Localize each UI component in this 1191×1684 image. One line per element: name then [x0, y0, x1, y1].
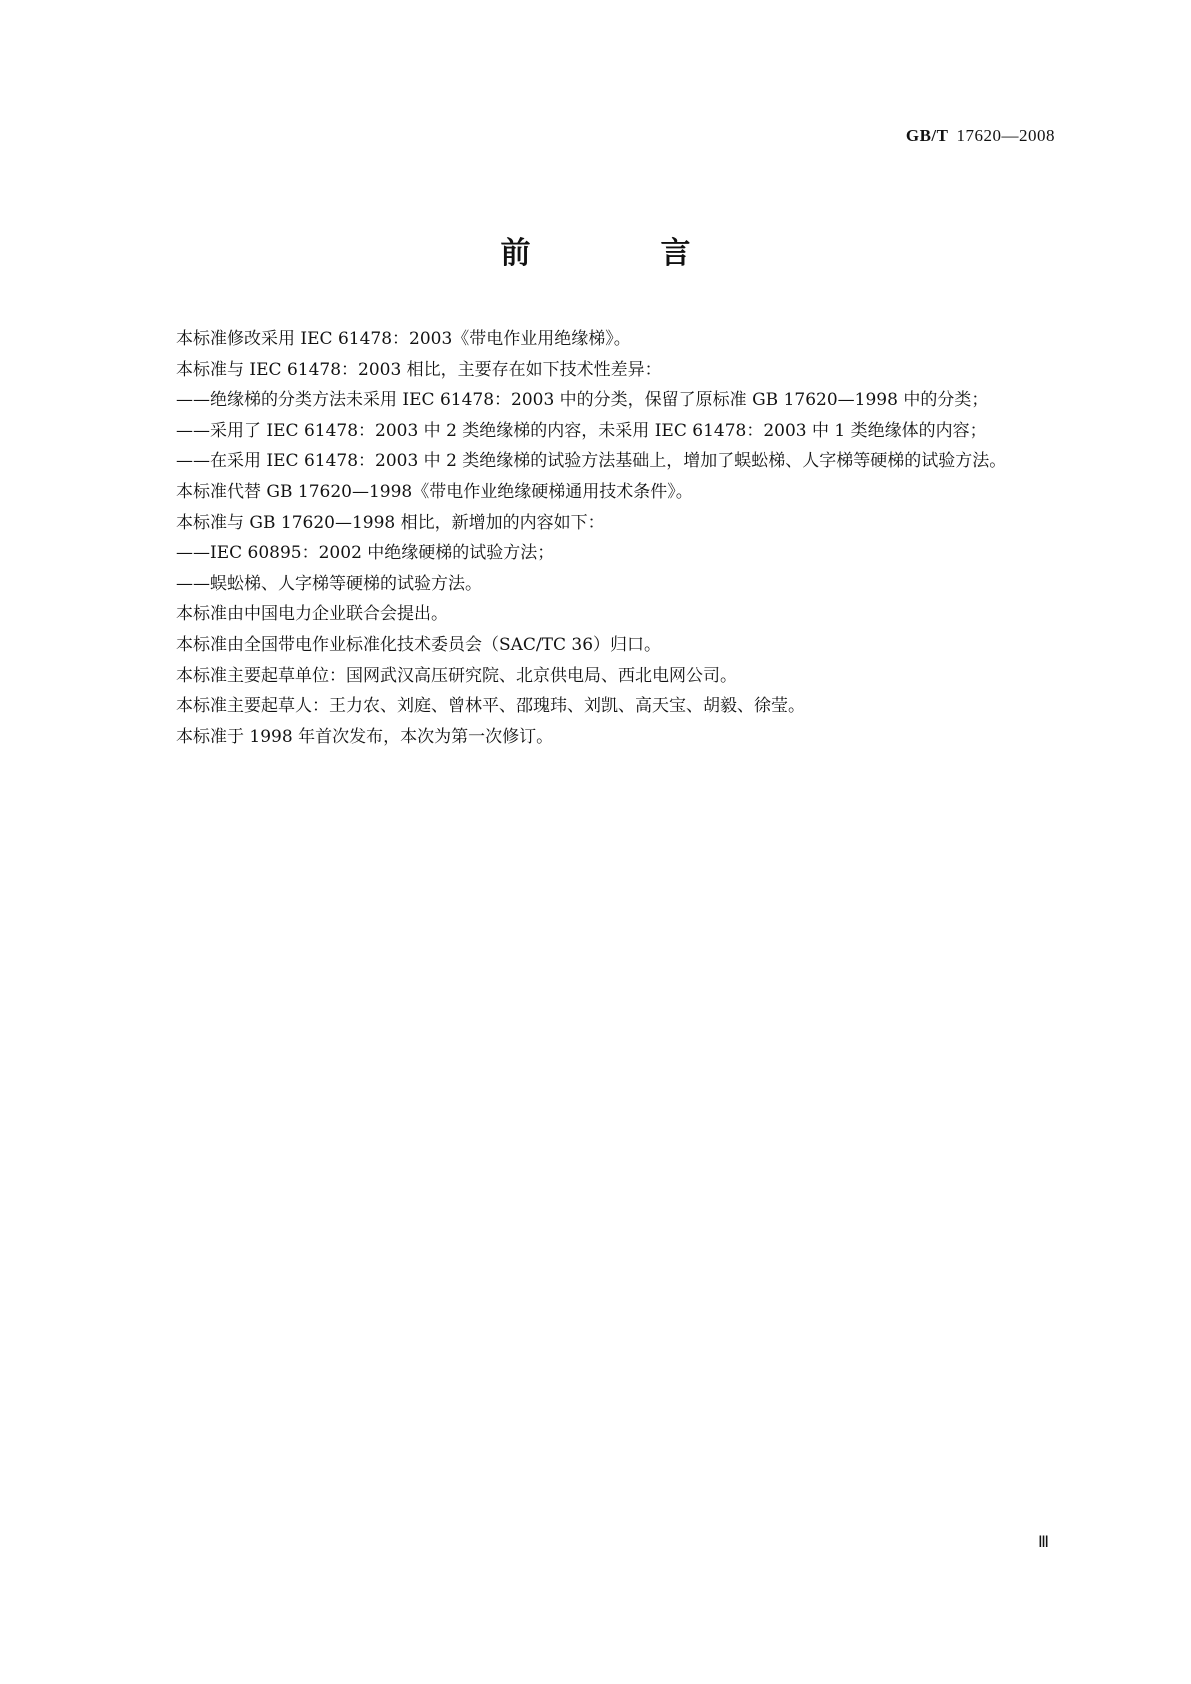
standard-code-prefix: GB/T [905, 126, 949, 145]
paragraph: 本标准于 1998 年首次发布，本次为第一次修订。 [176, 726, 554, 747]
dash-list-item: ——蜈蚣梯、人字梯等硬梯的试验方法。 [176, 573, 482, 594]
paragraph: 本标准由全国带电作业标准化技术委员会（SAC/TC 36）归口。 [176, 634, 662, 655]
paragraph: 本标准由中国电力企业联合会提出。 [176, 604, 448, 625]
paragraph: 本标准代替 GB 17620—1998《带电作业绝缘硬梯通用技术条件》。 [176, 481, 693, 502]
paragraph: 本标准主要起草单位：国网武汉高压研究院、北京供电局、西北电网公司。 [176, 665, 737, 686]
paragraph: 本标准主要起草人：王力农、刘庭、曾林平、邵瑰玮、刘凯、高天宝、胡毅、徐莹。 [176, 696, 805, 717]
dash-list-item: ——在采用 IEC 61478：2003 中 2 类绝缘梯的试验方法基础上，增加了蜈蚣梯、人字梯等硬梯的试验方法。 [176, 451, 1007, 472]
standard-code-number: 17620—2008 [956, 126, 1055, 145]
dash-list-item: ——采用了 IEC 61478：2003 中 2 类绝缘梯的内容，未采用 IEC 61478：2003 中 1 类绝缘体的内容； [176, 420, 987, 441]
page-title: 前 言 [500, 236, 741, 271]
standard-code-header [906, 126, 1055, 146]
foreword-body [176, 324, 1056, 752]
paragraph: 本标准与 GB 17620—1998 相比，新增加的内容如下： [176, 512, 605, 533]
page-number: Ⅲ [1037, 1532, 1049, 1551]
dash-list-item: ——IEC 60895：2002 中绝缘硬梯的试验方法； [176, 543, 555, 564]
paragraph: 本标准修改采用 IEC 61478：2003《带电作业用绝缘梯》。 [176, 329, 631, 349]
paragraph: 本标准与 IEC 61478：2003 相比，主要存在如下技术性差异： [176, 359, 662, 380]
dash-list-item: ——绝缘梯的分类方法未采用 IEC 61478：2003 中的分类，保留了原标准 GB 17620—1998 中的分类； [176, 390, 989, 411]
